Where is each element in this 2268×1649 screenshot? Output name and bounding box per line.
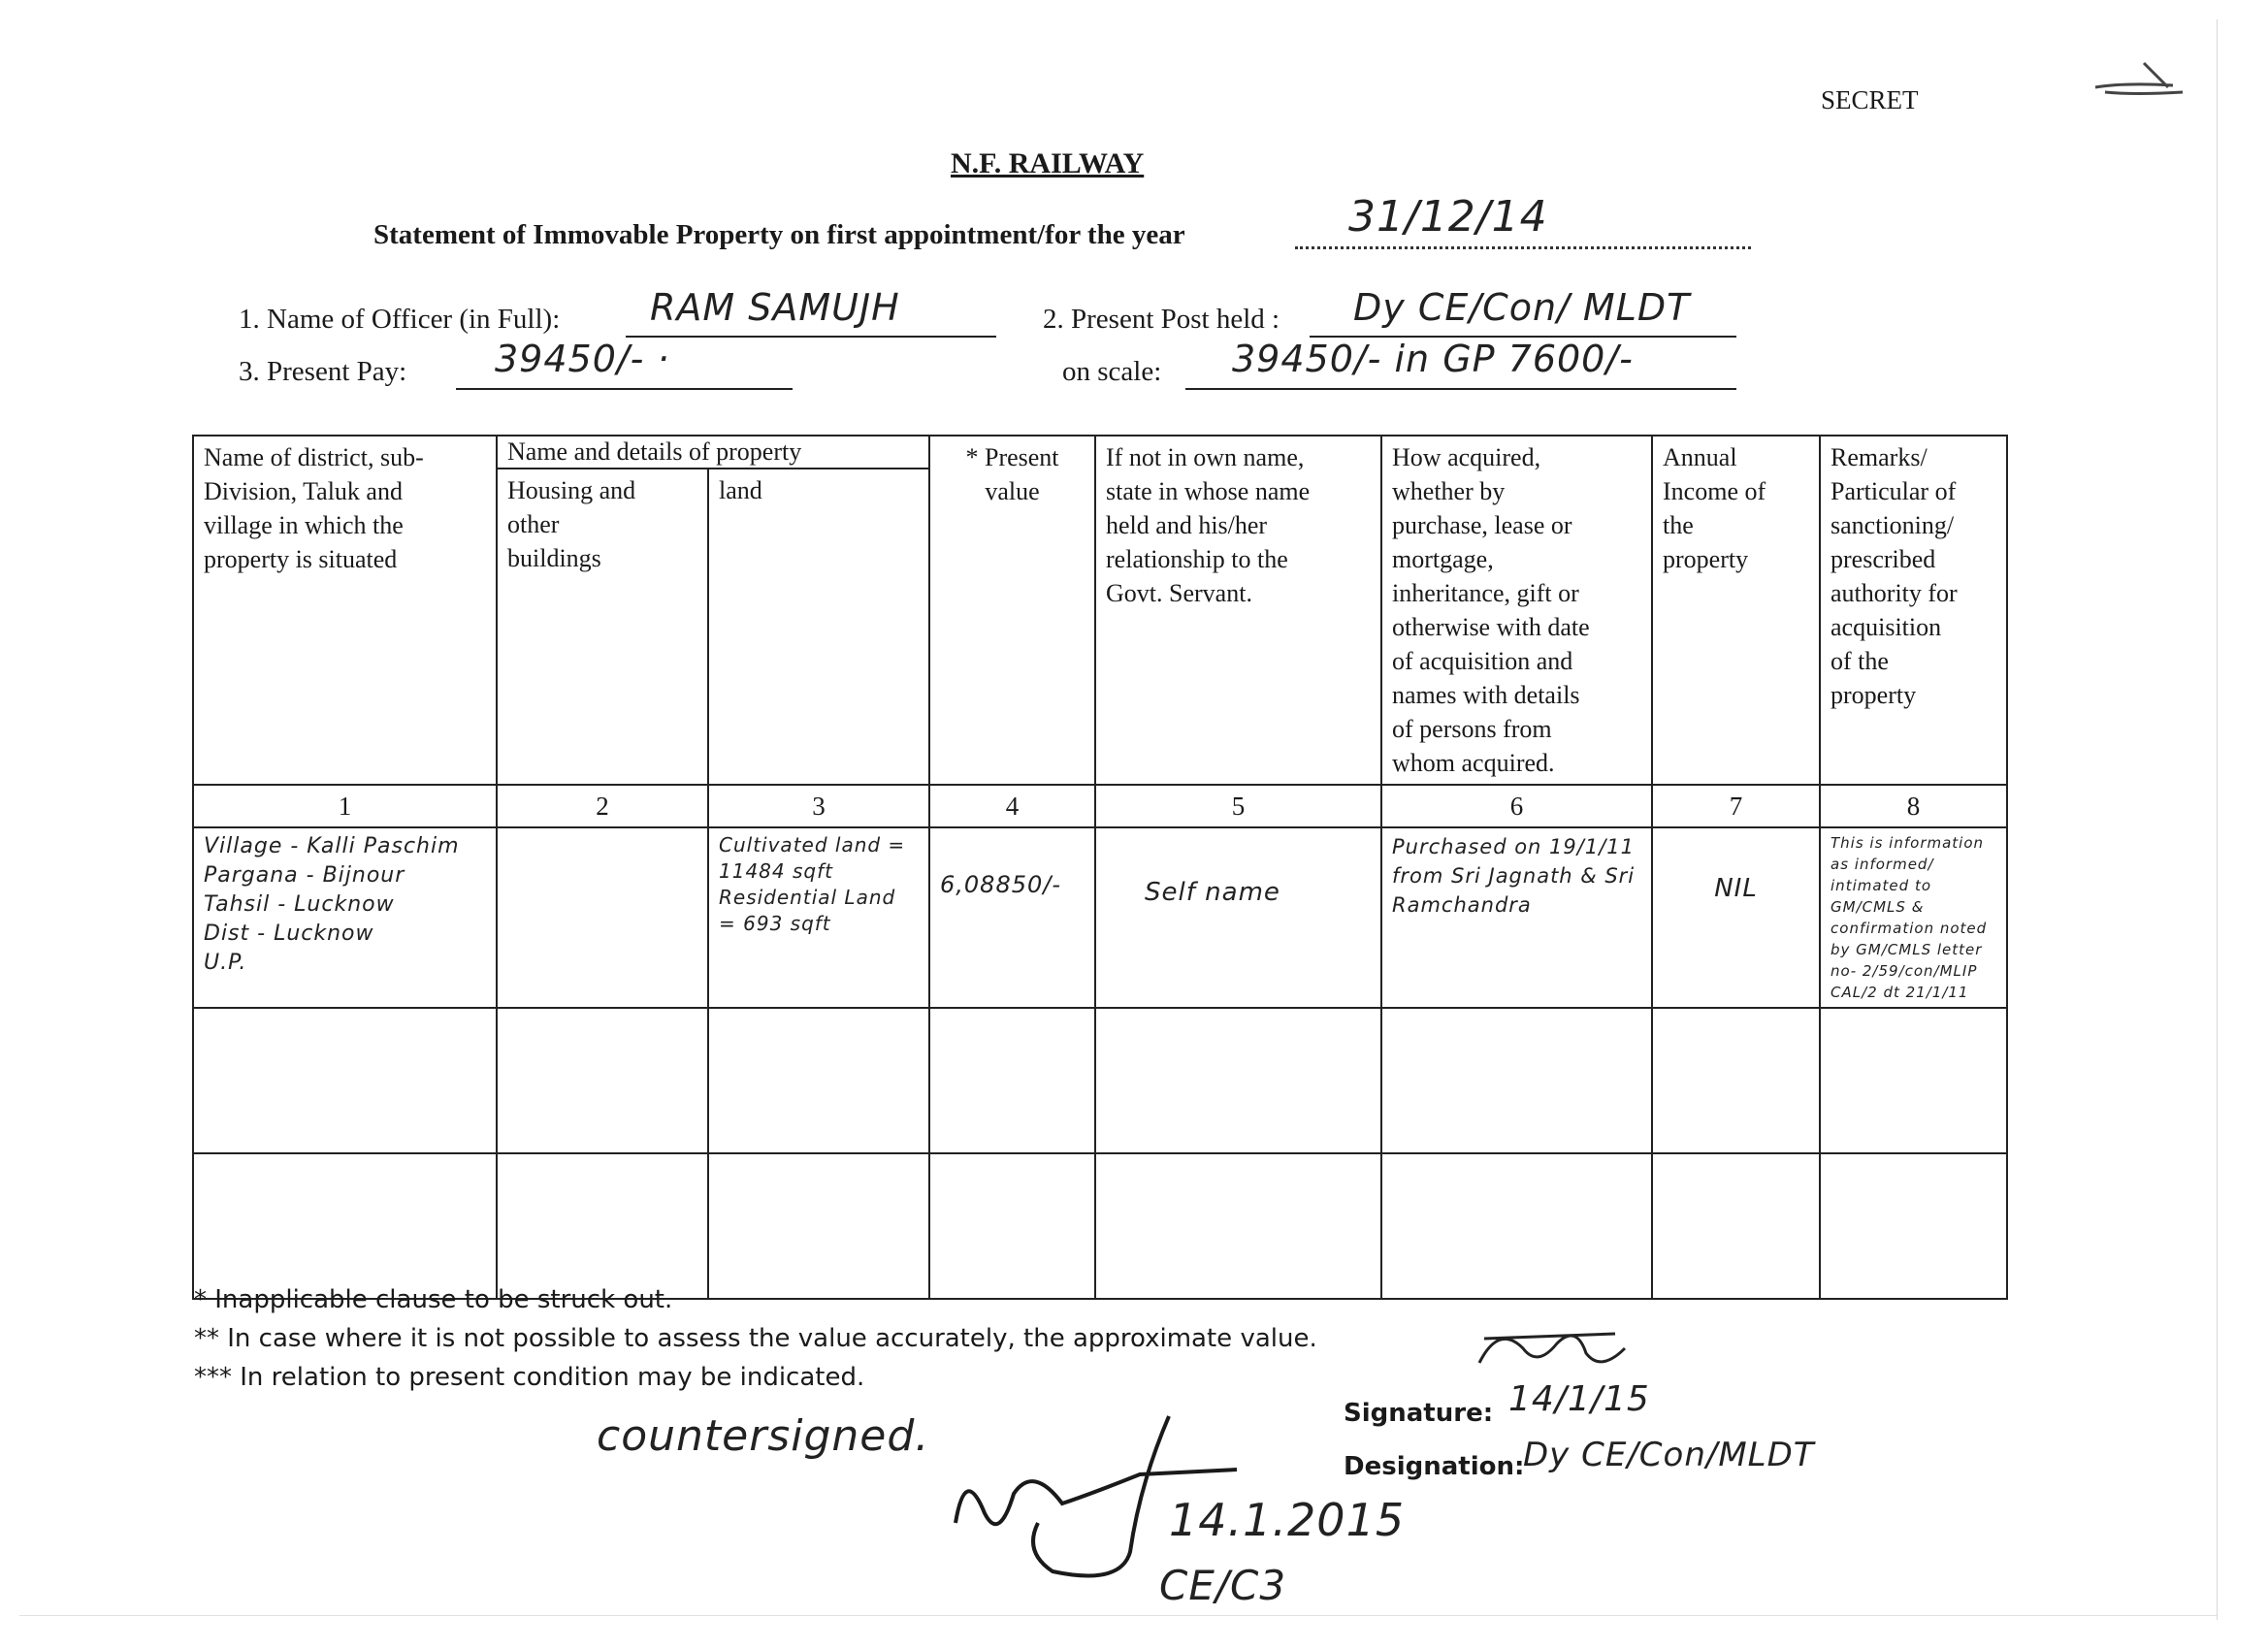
cell-income: NIL: [1714, 874, 1758, 903]
countersign-date: 14.1.2015: [1169, 1494, 1406, 1546]
table-cell: [497, 1153, 708, 1299]
column-number: 1: [193, 785, 497, 827]
header-cell: [1820, 436, 2007, 785]
designation-label: Designation:: [1344, 1452, 1525, 1481]
column-number: 4: [929, 785, 1095, 827]
table-cell: [1095, 1153, 1381, 1299]
page-edge: [19, 1615, 2217, 1616]
column-number: 8: [1820, 785, 2007, 827]
post-value: Dy CE/Con/ MLDT: [1353, 286, 1691, 329]
table-cell: [1652, 1008, 1820, 1153]
header-cell: [929, 436, 1095, 785]
cell-remarks: This is information as informed/ intimated to GM/CMLS & confirmation noted by GM/CMLS letter no- 2/59/con/MLIP CAL/2 dt 21/1/11: [1831, 834, 1988, 1001]
statement-heading: Statement of Immovable Property on first appointment/for the year: [373, 219, 1185, 250]
header-remarks: Remarks/ Particular of sanctioning/ prescribed authority for acquisition of the property: [1831, 443, 1958, 709]
signature-date: 14/1/15: [1508, 1379, 1650, 1419]
table-cell: [193, 1153, 497, 1299]
table-cell: [1820, 1153, 2007, 1299]
pay-label: 3. Present Pay:: [239, 356, 407, 387]
header-cell: [708, 469, 929, 785]
table-cell: [929, 1008, 1095, 1153]
table-cell: [929, 1153, 1095, 1299]
table-cell: [1820, 1008, 2007, 1153]
note-line: ** In case where it is not possible to assess the value accurately, the approximate value.: [194, 1324, 1317, 1353]
header-how-acquired: How acquired, whether by purchase, lease or mortgage, inheritance, gift or otherwise with date of acquisition and names with details of persons from whom acquired.: [1392, 443, 1590, 777]
header-cell: [193, 436, 497, 785]
header-group-cell: [497, 436, 929, 469]
table-row: [193, 1008, 2007, 1153]
officer-name-value: RAM SAMUJH: [650, 286, 900, 329]
countersign-office: CE/C3: [1159, 1562, 1287, 1609]
table-cell: [1381, 827, 1652, 1008]
column-number: 3: [708, 785, 929, 827]
column-number: 7: [1652, 785, 1820, 827]
table-row: [193, 827, 2007, 1008]
pay-value: 39450/- ·: [495, 338, 670, 380]
note-line: * Inapplicable clause to be struck out.: [194, 1285, 673, 1314]
note-line: *** In relation to present condition may be indicated.: [194, 1363, 865, 1392]
column-number: 2: [497, 785, 708, 827]
header-row: [193, 436, 2007, 469]
header-housing: Housing and other buildings: [507, 476, 636, 572]
table-cell: [1095, 1008, 1381, 1153]
table-cell: [193, 827, 497, 1008]
header-cell: [1095, 436, 1381, 785]
table-cell: [929, 827, 1095, 1008]
header-whose-name: If not in own name, state in whose name held and his/her relationship to the Govt. Servant.: [1106, 443, 1311, 607]
table-cell: [1820, 827, 2007, 1008]
signature-mark-icon: [1470, 1319, 1644, 1387]
header-cell: [497, 469, 708, 785]
number-row: [193, 785, 2007, 827]
scale-value: 39450/- in GP 7600/-: [1232, 338, 1634, 380]
property-table: [192, 435, 2008, 1300]
table-cell: [1095, 827, 1381, 1008]
header-group: Name and details of property: [507, 437, 802, 466]
page-edge: [2217, 19, 2218, 1620]
secret-label: SECRET: [1821, 85, 1919, 114]
header-cell: [1652, 436, 1820, 785]
cell-land: Cultivated land = 11484 sqft Residential Land = 693 sqft: [719, 833, 906, 935]
officer-name-label: 1. Name of Officer (in Full):: [239, 304, 561, 335]
table-cell: [497, 827, 708, 1008]
year-value: 31/12/14: [1348, 192, 1548, 242]
header-location: Name of district, sub- Division, Taluk and village in which the property is situated: [204, 443, 424, 573]
initial-mark-icon: [2086, 48, 2192, 107]
column-number: 6: [1381, 785, 1652, 827]
cell-location: Village - Kalli Paschim Pargana - Bijnour Tahsil - Lucknow Dist - Lucknow U.P.: [204, 834, 460, 975]
countersigned-text: countersigned.: [597, 1411, 930, 1461]
signature-label: Signature:: [1344, 1399, 1494, 1428]
table-cell: [1381, 1153, 1652, 1299]
table-cell: [193, 1008, 497, 1153]
designation-value: Dy CE/Con/MLDT: [1523, 1436, 1815, 1474]
cell-how-acquired: Purchased on 19/1/11 from Sri Jagnath & Sri Ramchandra: [1392, 835, 1636, 917]
table-row: [193, 1153, 2007, 1299]
table-cell: [1652, 1153, 1820, 1299]
table-cell: [1652, 827, 1820, 1008]
table-cell: [1381, 1008, 1652, 1153]
header-cell: [1381, 436, 1652, 785]
post-label: 2. Present Post held :: [1043, 304, 1280, 335]
cell-present-value: 6,08850/-: [940, 871, 1062, 898]
scale-label: on scale:: [1062, 356, 1162, 387]
table-cell: [708, 1153, 929, 1299]
header-present-value: * Present value: [965, 443, 1059, 505]
table-cell: [708, 827, 929, 1008]
table-cell: [497, 1008, 708, 1153]
header-land: land: [719, 476, 762, 504]
page-title: N.F. RAILWAY: [951, 147, 1145, 179]
column-number: 5: [1095, 785, 1381, 827]
table-cell: [708, 1008, 929, 1153]
cell-whose-name: Self name: [1145, 878, 1280, 907]
header-annual-income: Annual Income of the property: [1663, 443, 1766, 573]
